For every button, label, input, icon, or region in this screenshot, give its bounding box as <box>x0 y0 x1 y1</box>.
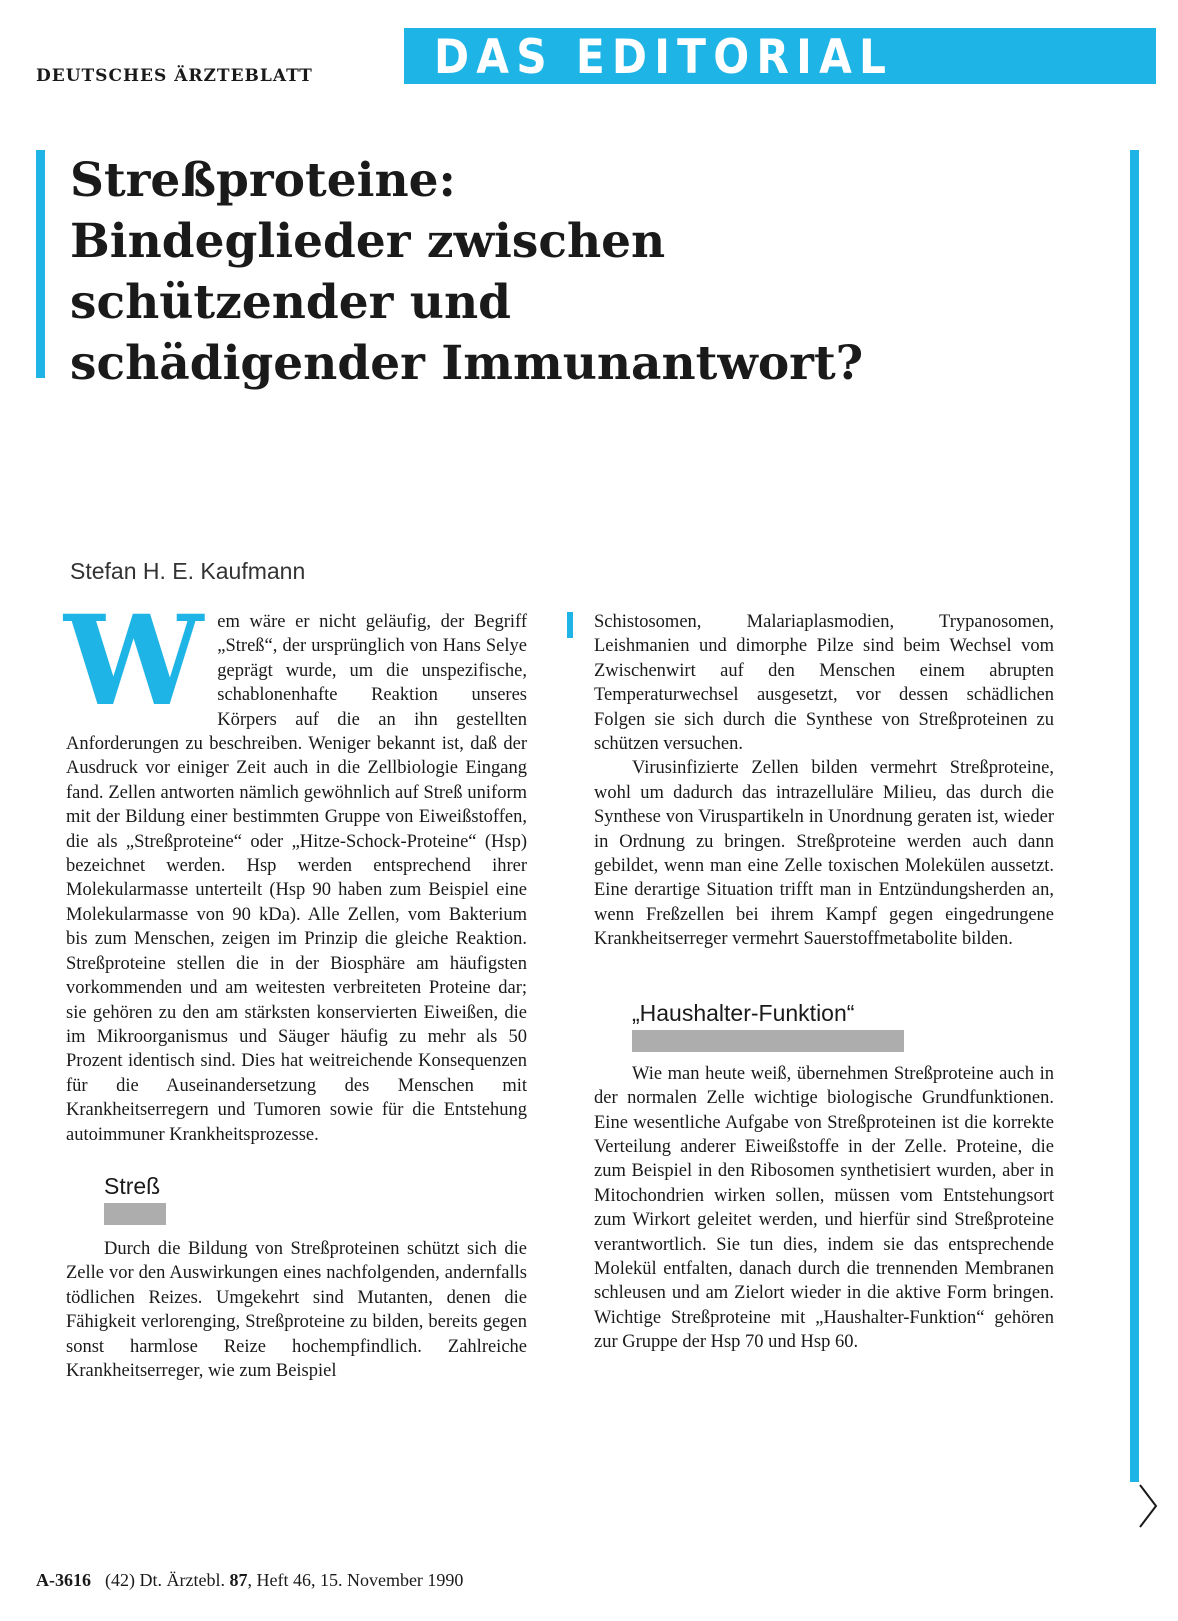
masthead: DEUTSCHES ÄRZTEBLATT <box>36 66 313 86</box>
subhead-block <box>66 1171 527 1225</box>
citation-post: , Heft 46, 15. November 1990 <box>247 1570 464 1590</box>
author-byline: Stefan H. E. Kaufmann <box>70 558 306 584</box>
subhead-stress-bar <box>104 1203 166 1225</box>
drop-cap: W <box>64 589 204 734</box>
column-divider-bar <box>567 612 573 638</box>
volume-number: 87 <box>229 1570 248 1590</box>
subhead-stress: Streß <box>104 1172 161 1199</box>
title-line: schützender und <box>70 275 511 330</box>
page-number: A-3616 <box>36 1570 91 1590</box>
left-accent-bar <box>36 150 45 378</box>
intro-paragraph <box>64 589 527 1147</box>
title-line: schädigender Immunantwort? <box>70 336 864 391</box>
paragraph: Durch die Bildung von Streßproteinen schützt sich die Zelle vor den Auswirkungen eines nachfolgenden, andernfalls tödlichen Reizes. Umgekehrt sind Mutanten, denen die Fähigkeit verlorenging, Streßproteine zu bilden, bereits gegen sonst harmlose Reize hochempfindlich. Zahlreiche Krankheitserreger, wie zum Beispiel <box>66 1238 527 1381</box>
continue-arrow-icon <box>1138 1483 1158 1529</box>
subhead-housekeeper-bar <box>632 1030 904 1052</box>
paragraph: Schistosomen, Malariaplasmodien, Trypanosomen, Leishmanien und dimorphe Pilze sind beim Wechsel vom Zwischenwirt auf den Menschen einem abrupten Temperaturwechsel ausgesetzt, vor dessen schädlichen Folgen sie sich durch die Synthese von Streßproteinen zu schützen versuchen. <box>594 612 1054 755</box>
section-band <box>404 28 1156 84</box>
section-label: DAS EDITORIAL <box>434 30 894 85</box>
subhead-block <box>594 998 1054 1052</box>
left-column <box>64 589 527 1383</box>
title-line: Streßproteine: <box>70 153 456 208</box>
citation-pre: (42) Dt. Ärztebl. <box>105 1570 225 1590</box>
right-accent-bar <box>1130 150 1139 1482</box>
intro-text: em wäre er nicht geläufig, der Begriff „Streß“, der ursprünglich von Hans Selye geprägt wurde, um die unspezifische, schablonenhafte Reaktion unseres Körpers auf die an ihn gestellten Anforderungen zu beschreiben. Weniger bekannt ist, daß der Ausdruck vor einiger Zeit auch in die Zellbiologie Eingang fand. Zellen antworten nämlich gewöhnlich auf Streß uniform mit der Bildung einer bestimmten Gruppe von Eiweißstoffen, die als „Streßproteine“ oder „Hitze-Schock-Proteine“ (Hsp) bezeichnet werden. Hsp werden entsprechend ihrer Molekularmasse unterteilt (Hsp 90 haben zum Beispiel eine Molekularmasse von 90 kDa). Alle Zellen, vom Bakterium bis zum Menschen, zeigen im Prinzip die gleiche Reaktion. Streßproteine stellen die in der Biosphäre am häufigsten vorkommenden und am weitesten verbreiteten Proteine dar; sie gehören zu den am stärksten konservierten Eiweißen, die im Mikroorganismus und Säuger häufig zu mehr als 50 Prozent identisch sind. Dies hat weitreichende Konsequenzen für die Auseinandersetzung des Menschen mit Krankheitserregern und Tumoren sowie für die Entstehung autoimmuner Krankheitsprozesse. <box>66 612 527 1145</box>
right-column <box>594 610 1054 1355</box>
page-footer <box>36 1570 463 1591</box>
paragraph: Wie man heute weiß, übernehmen Streßproteine auch in der normalen Zelle wichtige biologische Grundfunktionen. Eine wesentliche Aufgabe von Streßproteinen ist die korrekte Verteilung anderer Eiweißstoffe in der Zelle. Proteine, die zum Beispiel in den Ribosomen synthetisiert wurden, aber in Mitochondrien wirken sollen, müssen vom Entstehungsort zum Wirkort geleitet werden, und hierfür sind Streßproteine verantwortlich. Sie tun dies, indem sie das entsprechende Molekül entfalten, danach durch die trennenden Membranen schleusen und am Zielort wieder in die aktive Form bringen. Wichtige Streßproteine mit „Haushalter-Funktion“ gehören zur Gruppe der Hsp 70 und Hsp 60. <box>594 1063 1054 1353</box>
article-title <box>70 150 970 394</box>
subhead-housekeeper: „Haushalter-Funktion“ <box>632 999 855 1026</box>
title-line: Bindeglieder zwischen <box>70 214 666 269</box>
paragraph: Virusinfizierte Zellen bilden vermehrt Streßproteine, wohl um dadurch das intrazelluläre Milieu, das durch die Synthese von Viruspartikeln in Unordnung geraten ist, wieder in Ordnung zu bringen. Streßproteine werden auch dann gebildet, wenn man eine Zelle toxischen Molekülen aussetzt. Eine derartige Situation trifft man in Entzündungsherden an, wenn Freßzellen bei ihrem Kampf gegen eingedrungene Krankheitserreger vermehrt Sauerstoffmetabolite bilden. <box>594 758 1054 950</box>
